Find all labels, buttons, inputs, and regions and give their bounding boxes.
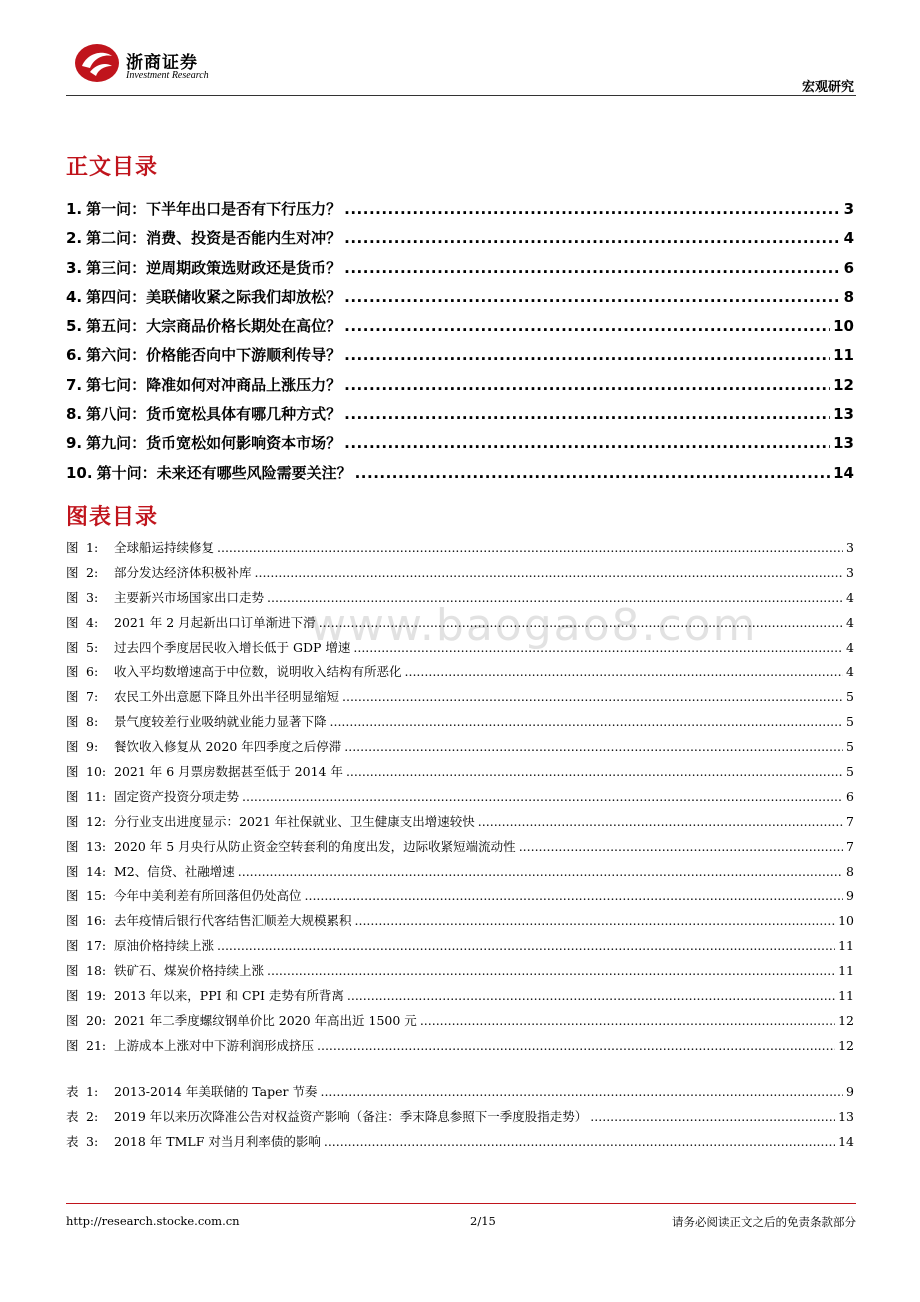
figure-item-title: 收入平均数增速高于中位数，说明收入结构有所恶化	[114, 664, 402, 680]
toc-item[interactable]	[66, 432, 854, 461]
footer-page-number: 2/15	[470, 1214, 496, 1228]
figure-item-number: 9:	[86, 739, 99, 755]
figure-item[interactable]	[66, 862, 854, 887]
table-item-leader-dots	[320, 1084, 843, 1099]
figure-item-title: M2、信贷、社融增速	[114, 863, 235, 879]
figure-item-page: 4	[846, 589, 854, 605]
figure-item[interactable]	[66, 837, 854, 862]
toc-item-title: 第八问：货币宽松具体有哪几种方式？	[86, 405, 342, 424]
toc-item-number: 2.	[66, 229, 83, 248]
figure-item-leader-dots	[319, 615, 843, 630]
figure-item-title: 今年中美利差有所回落但仍处高位	[114, 888, 302, 904]
figure-item-page: 10	[838, 913, 854, 929]
toc-item-page: 13	[833, 434, 854, 453]
figure-item-page: 5	[846, 689, 854, 705]
toc-item[interactable]	[66, 403, 854, 432]
figure-item[interactable]	[66, 886, 854, 911]
figure-item-label: 图	[66, 639, 79, 655]
figure-item-label: 图	[66, 689, 79, 705]
toc-item[interactable]	[66, 227, 854, 256]
table-item[interactable]	[66, 1107, 854, 1132]
figure-item[interactable]	[66, 563, 854, 588]
toc-item-page: 12	[833, 375, 854, 394]
toc-item-title: 第六问：价格能否向中下游顺利传导？	[86, 346, 342, 365]
figure-item[interactable]	[66, 812, 854, 837]
figure-item-leader-dots	[305, 888, 844, 903]
table-item-page: 9	[846, 1084, 854, 1099]
figure-item-leader-dots	[405, 664, 844, 679]
figure-item-title: 2020 年 5 月央行从防止资金空转套利的角度出发，边际收紧短端流动性	[114, 838, 516, 854]
toc-item-page: 11	[833, 346, 854, 365]
figure-item-number: 13:	[86, 838, 107, 854]
figure-item-title: 景气度较差行业吸纳就业能力显著下降	[114, 714, 327, 730]
figure-item-label: 图	[66, 739, 79, 755]
figure-item-page: 4	[846, 614, 854, 630]
figure-item-title: 2021 年 6 月票房数据甚至低于 2014 年	[114, 764, 343, 780]
figure-item-page: 11	[838, 963, 854, 979]
figure-item-label: 图	[66, 564, 79, 580]
figure-item[interactable]	[66, 911, 854, 936]
figure-item-page: 3	[846, 540, 854, 555]
figure-item-label: 图	[66, 540, 79, 555]
toc-item-number: 6.	[66, 346, 83, 365]
toc-item-title: 第七问：降准如何对冲商品上涨压力？	[86, 375, 342, 394]
figure-item[interactable]	[66, 787, 854, 812]
figure-item-title: 全球船运持续修复	[114, 540, 215, 555]
toc-item[interactable]	[66, 344, 854, 373]
figure-item-label: 图	[66, 764, 79, 780]
toc-leader-dots	[344, 405, 830, 423]
page-header	[66, 40, 856, 98]
report-section: 宏观研究	[801, 80, 854, 95]
figure-item-label: 图	[66, 714, 79, 730]
figure-item-number: 8:	[86, 714, 99, 730]
toc-item[interactable]	[66, 374, 854, 403]
figure-item-leader-dots	[242, 789, 843, 804]
toc-item[interactable]	[66, 286, 854, 315]
figure-item-leader-dots	[353, 640, 843, 655]
figure-item-page: 5	[846, 714, 854, 730]
tables-list	[66, 1082, 854, 1157]
figure-item-label: 图	[66, 1037, 79, 1053]
company-name: 浙商证券	[126, 53, 198, 73]
figure-item-page: 4	[846, 639, 854, 655]
toc-leader-dots	[344, 259, 840, 277]
figure-item-page: 3	[846, 564, 854, 580]
figure-item-leader-dots	[346, 764, 843, 779]
figure-item-title: 去年疫情后银行代客结售汇顺差大规模累积	[114, 913, 352, 929]
figure-item[interactable]	[66, 638, 854, 663]
table-item-label: 表	[66, 1133, 79, 1149]
figures-list	[66, 538, 854, 1061]
toc-item[interactable]	[66, 462, 854, 491]
table-item[interactable]	[66, 1082, 854, 1107]
figure-item-number: 17:	[86, 938, 107, 954]
table-item-label: 表	[66, 1084, 79, 1099]
figure-item-page: 7	[846, 838, 854, 854]
toc-item[interactable]	[66, 198, 854, 227]
figure-item-number: 21:	[86, 1037, 107, 1053]
figure-item-label: 图	[66, 664, 79, 680]
toc-item-number: 3.	[66, 258, 83, 277]
figure-item-number: 20:	[86, 1012, 107, 1028]
toc-leader-dots	[344, 288, 840, 306]
toc-leader-dots	[344, 376, 830, 394]
figure-item-page: 7	[846, 813, 854, 829]
figure-item-page: 9	[846, 888, 854, 904]
figure-item-page: 5	[846, 764, 854, 780]
figure-item-label: 图	[66, 614, 79, 630]
toc-item-page: 3	[843, 200, 854, 218]
watermark: www.baogao8.com	[310, 600, 758, 651]
figure-item[interactable]	[66, 986, 854, 1011]
table-item-title: 2019 年以来历次降准公告对权益资产影响（备注：季末降息参照下一季度股指走势）	[114, 1108, 588, 1124]
figure-item[interactable]	[66, 1036, 854, 1061]
figure-item[interactable]	[66, 936, 854, 961]
figure-item[interactable]	[66, 538, 854, 563]
toc-item-page: 4	[843, 229, 854, 248]
figure-item-label: 图	[66, 888, 79, 904]
figure-item-number: 16:	[86, 913, 107, 929]
table-item-leader-dots	[590, 1109, 835, 1124]
table-item-page: 13	[838, 1108, 854, 1124]
figure-item-page: 11	[838, 988, 854, 1004]
toc-item-title: 第九问：货币宽松如何影响资本市场？	[86, 434, 342, 453]
figure-item-title: 2021 年 2 月起新出口订单渐进下滑	[114, 614, 316, 630]
figure-item-number: 1:	[86, 540, 99, 555]
toc-item-title: 第十问：未来还有哪些风险需要关注？	[96, 463, 352, 482]
toc-item-number: 5.	[66, 317, 83, 336]
figure-item-leader-dots	[267, 590, 843, 605]
figure-item-label: 图	[66, 863, 79, 879]
company-subtitle: Investment Research	[126, 70, 209, 81]
figure-item-label: 图	[66, 938, 79, 954]
figures-title: 图表目录	[66, 505, 159, 530]
figure-item-leader-dots	[355, 913, 836, 928]
figure-item-title: 铁矿石、煤炭价格持续上涨	[114, 963, 265, 979]
toc-item-number: 9.	[66, 434, 83, 453]
figure-item[interactable]	[66, 737, 854, 762]
figure-item-title: 固定资产投资分项走势	[114, 788, 240, 804]
figure-item-label: 图	[66, 813, 79, 829]
figure-item-number: 18:	[86, 963, 107, 979]
toc-leader-dots	[344, 200, 840, 218]
table-item-title: 2018 年 TMLF 对当月利率债的影响	[114, 1133, 321, 1149]
figure-item-page: 6	[846, 788, 854, 804]
figure-item-number: 19:	[86, 988, 107, 1004]
figure-item[interactable]	[66, 687, 854, 712]
figure-item-number: 5:	[86, 639, 99, 655]
toc-item-number: 10.	[66, 463, 93, 482]
figure-item-leader-dots	[317, 1038, 835, 1053]
toc-item-number: 8.	[66, 405, 83, 424]
figure-item-page: 4	[846, 664, 854, 680]
toc-item-title: 第四问：美联储收紧之际我们却放松？	[86, 287, 342, 306]
figure-item-leader-dots	[519, 839, 843, 854]
figure-item-label: 图	[66, 1012, 79, 1028]
figure-item-title: 主要新兴市场国家出口走势	[114, 589, 265, 605]
figure-item-leader-dots	[478, 814, 843, 829]
figure-item-page: 12	[838, 1037, 854, 1053]
table-item-page: 14	[838, 1133, 854, 1149]
figure-item-number: 3:	[86, 589, 99, 605]
toc-title: 正文目录	[66, 155, 159, 180]
figure-item[interactable]	[66, 961, 854, 986]
toc-leader-dots	[344, 229, 840, 247]
figure-item-page: 11	[838, 938, 854, 954]
toc-item-number: 4.	[66, 287, 83, 306]
figure-item-title: 2013 年以来，PPI 和 CPI 走势有所背离	[114, 988, 344, 1004]
toc-item-page: 14	[833, 463, 854, 482]
figure-item[interactable]	[66, 762, 854, 787]
table-item-leader-dots	[324, 1134, 835, 1149]
figure-item[interactable]	[66, 712, 854, 737]
figure-item-leader-dots	[255, 565, 844, 580]
figure-item-label: 图	[66, 913, 79, 929]
table-item[interactable]	[66, 1132, 854, 1157]
figure-item-number: 2:	[86, 564, 99, 580]
figure-item-leader-dots	[330, 714, 844, 729]
toc-item-title: 第二问：消费、投资是否能内生对冲？	[86, 229, 342, 248]
table-item-number: 2:	[86, 1108, 99, 1124]
figure-item-title: 农民工外出意愿下降且外出半径明显缩短	[114, 689, 340, 705]
figure-item-label: 图	[66, 788, 79, 804]
figure-item-leader-dots	[267, 963, 835, 978]
table-item-number: 1:	[86, 1084, 99, 1099]
figure-item[interactable]	[66, 662, 854, 687]
figure-item-number: 12:	[86, 813, 107, 829]
figure-item-number: 11:	[86, 788, 107, 804]
figure-item-page: 5	[846, 739, 854, 755]
toc-list	[66, 198, 854, 491]
figure-item-number: 15:	[86, 888, 107, 904]
footer-disclaimer: 请务必阅读正文之后的免责条款部分	[672, 1215, 856, 1229]
figure-item[interactable]	[66, 1011, 854, 1036]
figure-item-title: 2021 年二季度螺纹钢单价比 2020 年高出近 1500 元	[114, 1012, 417, 1028]
figure-item-number: 10:	[86, 764, 107, 780]
toc-leader-dots	[355, 464, 831, 482]
figure-item-label: 图	[66, 838, 79, 854]
figure-item-label: 图	[66, 988, 79, 1004]
figure-item-number: 7:	[86, 689, 99, 705]
figure-item-page: 12	[838, 1012, 854, 1028]
figure-item-title: 过去四个季度居民收入增长低于 GDP 增速	[114, 639, 351, 655]
toc-leader-dots	[344, 317, 830, 335]
toc-item-page: 10	[833, 317, 854, 336]
toc-item-number: 7.	[66, 375, 83, 394]
figure-item[interactable]	[66, 588, 854, 613]
toc-item-page: 8	[843, 287, 854, 306]
figure-item-title: 餐饮收入修复从 2020 年四季度之后停滞	[114, 739, 342, 755]
figure-item-number: 6:	[86, 664, 99, 680]
toc-leader-dots	[344, 434, 830, 452]
figure-item-page: 8	[846, 863, 854, 879]
figure-item-label: 图	[66, 589, 79, 605]
toc-item[interactable]	[66, 315, 854, 344]
toc-item-title: 第一问：下半年出口是否有下行压力？	[86, 200, 342, 218]
figure-item-title: 部分发达经济体积极补库	[114, 564, 252, 580]
figure-item-leader-dots	[342, 689, 843, 704]
toc-item-page: 13	[833, 405, 854, 424]
figure-item-title: 分行业支出进度显示：2021 年社保就业、卫生健康支出增速较快	[114, 813, 475, 829]
figure-item-label: 图	[66, 963, 79, 979]
figure-item-number: 14:	[86, 863, 107, 879]
toc-item-title: 第五问：大宗商品价格长期处在高位？	[86, 317, 342, 336]
company-logo-icon	[74, 42, 120, 84]
figure-item-leader-dots	[347, 988, 835, 1003]
figure-item-leader-dots	[420, 1013, 835, 1028]
toc-leader-dots	[344, 346, 830, 364]
toc-item-number: 1.	[66, 200, 83, 218]
toc-item-page: 6	[843, 258, 854, 277]
figure-item-title: 原油价格持续上涨	[114, 938, 215, 954]
table-item-title: 2013-2014 年美联储的 Taper 节奏	[114, 1084, 318, 1099]
footer-url[interactable]: http://research.stocke.com.cn	[66, 1214, 240, 1228]
figure-item-leader-dots	[344, 739, 843, 754]
footer-divider	[66, 1203, 856, 1204]
toc-item-title: 第三问：逆周期政策选财政还是货币？	[86, 258, 342, 277]
toc-item[interactable]	[66, 257, 854, 286]
figure-item[interactable]	[66, 613, 854, 638]
figure-item-leader-dots	[238, 864, 843, 879]
figure-item-leader-dots	[217, 938, 835, 953]
figure-item-number: 4:	[86, 614, 99, 630]
header-divider	[66, 95, 856, 96]
figure-item-title: 上游成本上涨对中下游利润形成挤压	[114, 1037, 315, 1053]
table-item-label: 表	[66, 1108, 79, 1124]
figure-item-leader-dots	[217, 540, 843, 555]
table-item-number: 3:	[86, 1133, 99, 1149]
